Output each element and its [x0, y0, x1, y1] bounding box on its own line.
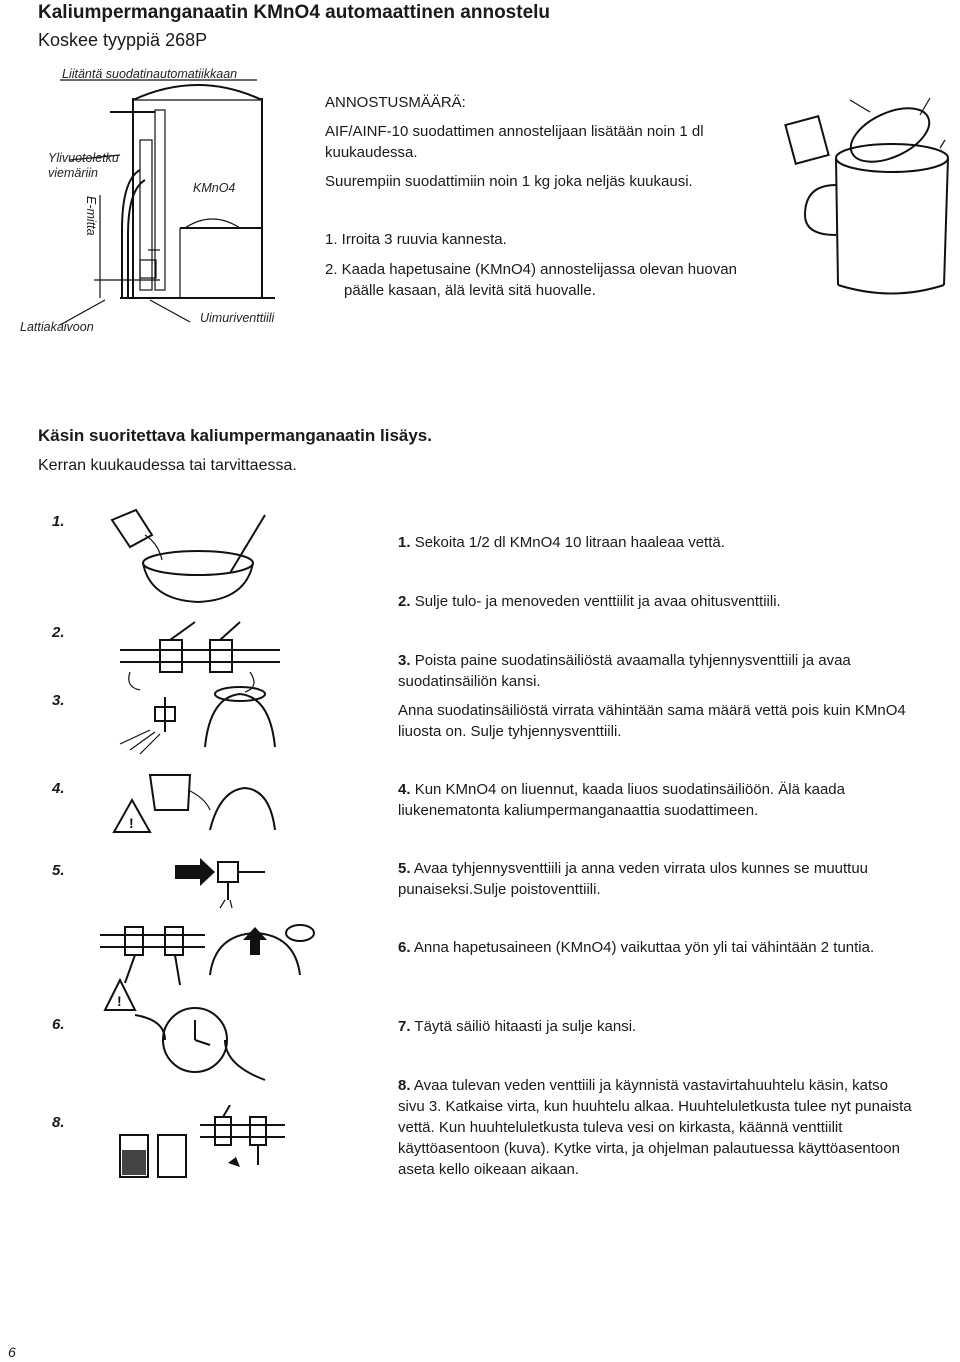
- label-overflow-line2: viemäriin: [48, 166, 99, 180]
- figure-rinse-check: [110, 1105, 290, 1185]
- page-number: 6: [8, 1344, 16, 1360]
- dosing-step1: 1. Irroita 3 ruuvia kannesta.: [325, 231, 507, 248]
- label-e-mitta: E-mitta: [84, 196, 98, 236]
- manual-subtitle: Kerran kuukaudessa tai tarvittaessa.: [38, 457, 297, 474]
- figure-wait-overnight: [95, 915, 315, 1105]
- figure-number-4: 4.: [52, 780, 65, 797]
- figure-number-8: 8.: [52, 1114, 65, 1131]
- manual-title: Käsin suoritettava kaliumpermanganaatin lisäys.: [38, 426, 432, 445]
- page-title: Kaliumpermanganaatin KMnO4 automaattinen annostelu: [38, 2, 551, 23]
- dispenser-diagram: [0, 60, 310, 350]
- step-1: 1. Sekoita 1/2 dl KMnO4 10 litraan haaleaa vettä.: [398, 534, 725, 551]
- figure-drain-valve: [170, 850, 270, 910]
- figure-pour-solution: [110, 770, 280, 840]
- svg-text:!: !: [129, 815, 134, 831]
- label-overflow-line1: Ylivuotoletku: [48, 151, 119, 165]
- dosing-step2: 2. Kaada hapetusaine (KMnO4) annostelijassa olevan huovan päälle kasaan, älä levitä sitä huovalle.: [325, 261, 737, 299]
- figure-valves-and-lid: [100, 612, 290, 757]
- figure-number-5: 5.: [52, 862, 65, 879]
- figure-number-3: 3.: [52, 692, 65, 709]
- dosing-heading: ANNOSTUSMÄÄRÄ:: [325, 94, 466, 111]
- figure-number-2: 2.: [52, 624, 65, 641]
- step-3: 3. Poista paine suodatinsäiliöstä avaamalla tyhjennysventtiili ja avaa suodatinsäiliön kansi.: [398, 652, 851, 690]
- step-7: 7. Täytä säiliö hitaasti ja sulje kansi.: [398, 1018, 637, 1035]
- step-3-continued: Anna suodatinsäiliöstä virrata vähintään sama määrä vettä pois kuin KMnO4 liuosta on. Sulje tyhjennysventtiili.: [398, 702, 906, 740]
- label-connection: Liitäntä suodatinautomatiikkaan: [62, 67, 238, 81]
- label-kmno4: KMnO4: [193, 181, 236, 195]
- dosing-line1: AIF/AINF-10 suodattimen annostelijaan lisätään noin 1 dl kuukaudessa.: [325, 123, 704, 161]
- label-float-valve: Uimuriventtiili: [200, 311, 275, 325]
- step-6: 6. Anna hapetusaineen (KMnO4) vaikuttaa yön yli tai vähintään 2 tuntia.: [398, 939, 875, 956]
- dispenser-can-illustration: [780, 90, 950, 315]
- dosing-line2: Suurempiin suodattimiin noin 1 kg joka neljäs kuukausi.: [325, 173, 693, 190]
- step-8: 8. Avaa tulevan veden venttiili ja käynnistä vastavirtahuuhtelu käsin, katso sivu 3. Katkaise virta, kun huuhtelu alkaa. Huuhteluletkusta tulee nyt punaista vettä. Kun huuhteluletkusta tuleva vesi on kirkasta, käännä venttiilit käyttöasentoon (kuva). Kytke virta, ja ohjelman palautuessa käyttöasentoon aseta kello oikeaan aikaan.: [398, 1077, 912, 1178]
- label-floor-drain: Lattiakaivoon: [20, 320, 94, 334]
- step-2: 2. Sulje tulo- ja menoveden venttiilit ja avaa ohitusventtiili.: [398, 593, 781, 610]
- figure-number-6: 6.: [52, 1016, 65, 1033]
- svg-text:!: !: [117, 993, 122, 1009]
- step-4: 4. Kun KMnO4 on liuennut, kaada liuos suodatinsäiliöön. Älä kaada liukenematonta kaliumpermanganaattia suodattimeen.: [398, 781, 845, 819]
- step-5: 5. Avaa tyhjennysventtiili ja anna veden virrata ulos kunnes se muuttuu punaiseksi.Sulje poistoventtiili.: [398, 860, 869, 898]
- figure-mixing-bowl: [100, 505, 280, 615]
- figure-number-1: 1.: [52, 513, 65, 530]
- page-subtitle: Koskee tyyppiä 268P: [38, 30, 208, 50]
